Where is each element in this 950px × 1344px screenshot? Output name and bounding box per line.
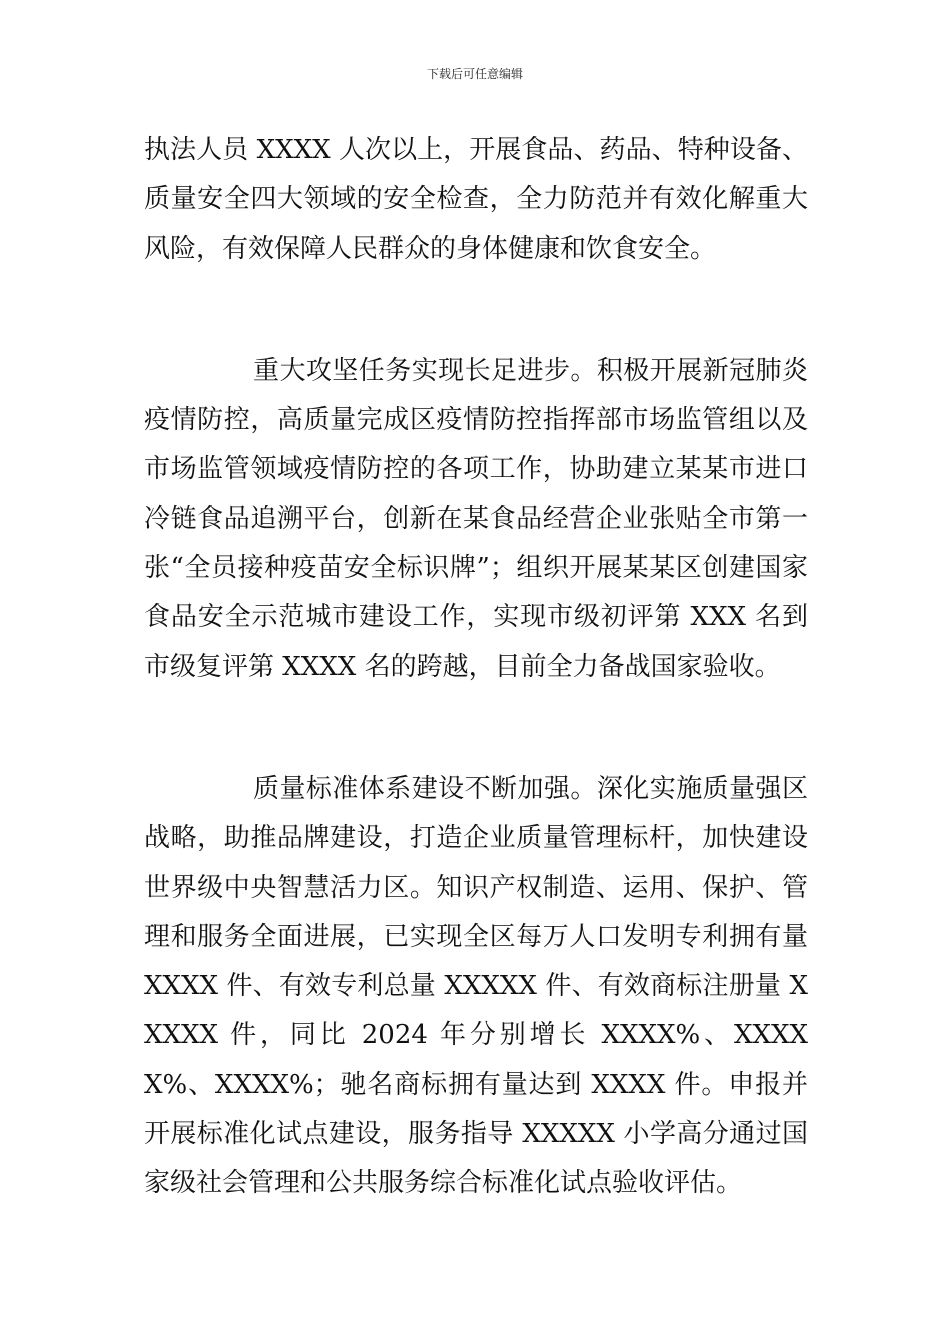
paragraph-quality-standards: 质量标准体系建设不断加强。深化实施质量强区战略，助推品牌建设，打造企业质量管理标杆，加快建设世界级中央智慧活力区。知识产权制造、运用、保护、管理和服务全面进展，已实现全区每万人口发明专利拥有量 XXXX 件、有效专利总量 XXXXX 件、有效商标注册量 XXXXX 件，同比 2024 年分别增长 XXXX%、XXXXX%、XXXX%；驰名商标拥有量达到 XXXX 件。申报并开展标准化试点建设，服务指导 XXXXX 小学高分通过国家级社会管理和公共服务综合标准化试点验收评估。 xyxy=(144,773,808,1199)
paragraph-gap xyxy=(144,692,808,765)
document-body xyxy=(144,126,808,1209)
paragraph-major-tasks: 重大攻坚任务实现长足进步。积极开展新冠肺炎疫情防控，高质量完成区疫情防控指挥部市场监管组以及市场监管领域疫情防控的各项工作，协助建立某某市进口冷链食品追溯平台，创新在某食品经营企业张贴全市第一张“全员接种疫苗安全标识牌”；组织开展某某区创建国家食品安全示范城市建设工作，实现市级初评第 XXX 名到市级复评第 XXXX 名的跨越，目前全力备战国家验收。 xyxy=(144,355,808,682)
paragraph-law-enforcement: 执法人员 XXXX 人次以上，开展食品、药品、特种设备、质量安全四大领域的安全检查，全力防范并有效化解重大风险，有效保障人民群众的身体健康和饮食安全。 xyxy=(144,135,808,264)
paragraph-gap xyxy=(144,274,808,347)
page-header: 下载后可任意编辑 xyxy=(426,67,523,81)
